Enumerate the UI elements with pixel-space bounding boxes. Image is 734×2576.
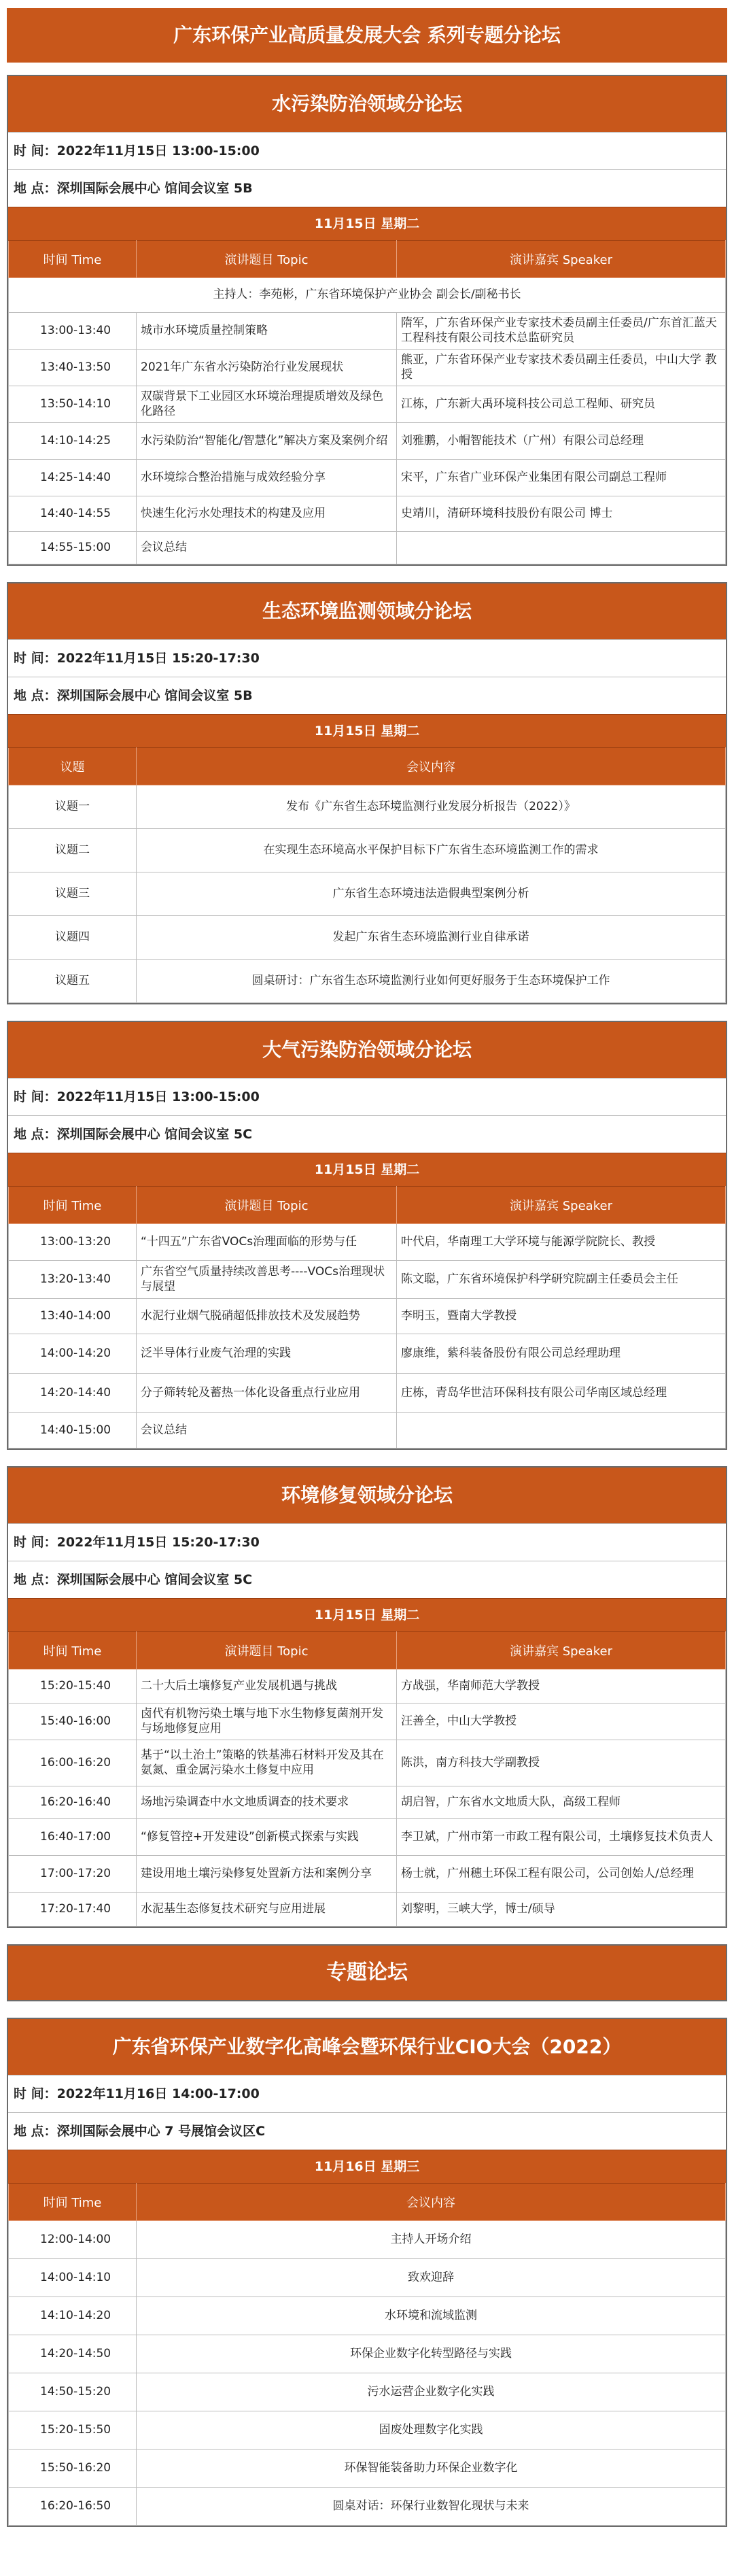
row-time: 13:40-13:50 [9, 350, 137, 386]
row-time: 15:20-15:40 [9, 1670, 137, 1704]
col-header-topic: 演讲题目 Topic [137, 1187, 397, 1224]
col-header-content: 会议内容 [137, 2184, 726, 2221]
water-forum-title: 水污染防治领域分论坛 [8, 76, 726, 132]
row-time: 13:00-13:20 [9, 1224, 137, 1261]
water-schedule-table [8, 240, 726, 564]
row-time: 14:40-15:00 [9, 1413, 137, 1448]
col-header-time: 时间 Time [9, 1187, 137, 1224]
row-speaker: 陈洪，南方科技大学副教授 [397, 1740, 726, 1786]
cio-forum-date: 11月16日 星期三 [8, 2150, 726, 2183]
restore-schedule-table [8, 1631, 726, 1927]
cio-forum-place: 地 点：深圳国际会展中心 7 号展馆会议区C [8, 2112, 726, 2150]
water-forum-section [7, 75, 727, 566]
air-forum-place: 地 点：深圳国际会展中心 馆间会议室 5C [8, 1115, 726, 1153]
row-time: 14:10-14:20 [9, 2297, 137, 2335]
row-topic: “十四五”广东省VOCs治理面临的形势与任 [137, 1224, 397, 1261]
row-speaker: 庄栋，青岛华世洁环保科技有限公司华南区域总经理 [397, 1374, 726, 1413]
page-title: 广东环保产业高质量发展大会 系列专题分论坛 [7, 8, 727, 63]
col-header-topic: 演讲题目 Topic [137, 241, 397, 278]
row-topic: 水污染防治“智能化/智慧化”解决方案及案例介绍 [137, 423, 397, 460]
row-topic: 场地污染调查中水文地质调查的技术要求 [137, 1786, 397, 1819]
row-time: 13:00-13:40 [9, 313, 137, 350]
air-schedule-table [8, 1186, 726, 1448]
col-header-topic: 演讲题目 Topic [137, 1632, 397, 1670]
row-speaker: 杨士就，广州穗土环保工程有限公司，公司创始人/总经理 [397, 1856, 726, 1893]
row-time: 17:00-17:20 [9, 1856, 137, 1893]
air-forum-date: 11月15日 星期二 [8, 1153, 726, 1186]
eco-forum-date: 11月15日 星期二 [8, 714, 726, 747]
row-topic: 基于“以土治土”策略的铁基沸石材料开发及其在氨氮、重金属污染水土修复中应用 [137, 1740, 397, 1786]
row-time: 14:25-14:40 [9, 460, 137, 496]
row-time: 16:20-16:50 [9, 2488, 137, 2526]
agenda-item: 议题二 [9, 829, 137, 872]
row-time: 14:00-14:20 [9, 1334, 137, 1374]
row-topic: 泛半导体行业废气治理的实践 [137, 1334, 397, 1374]
eco-forum-title: 生态环境监测领域分论坛 [8, 583, 726, 639]
row-speaker: 陈文聪，广东省环境保护科学研究院副主任委员会主任 [397, 1261, 726, 1299]
agenda-item: 议题四 [9, 916, 137, 960]
agenda-item: 议题五 [9, 960, 137, 1003]
row-speaker: 廖康维，紫科装备股份有限公司总经理助理 [397, 1334, 726, 1374]
agenda-item: 议题一 [9, 785, 137, 829]
row-content: 水环境和流域监测 [137, 2297, 726, 2335]
col-header-time: 时间 Time [9, 2184, 137, 2221]
col-header-speaker: 演讲嘉宾 Speaker [397, 1187, 726, 1224]
row-topic: 分子筛转轮及蓄热一体化设备重点行业应用 [137, 1374, 397, 1413]
agenda-content: 发起广东省生态环境监测行业自律承诺 [137, 916, 726, 960]
row-speaker: 史靖川，清研环境科技股份有限公司 博士 [397, 496, 726, 532]
eco-forum-time: 时 间：2022年11月15日 15:20-17:30 [8, 639, 726, 677]
row-speaker [397, 532, 726, 564]
row-speaker: 方战强，华南师范大学教授 [397, 1670, 726, 1704]
row-content: 污水运营企业数字化实践 [137, 2373, 726, 2411]
eco-forum-place: 地 点：深圳国际会展中心 馆间会议室 5B [8, 677, 726, 714]
row-time: 13:40-14:00 [9, 1299, 137, 1334]
agenda-item: 议题三 [9, 872, 137, 916]
row-speaker: 汪善全，中山大学教授 [397, 1704, 726, 1740]
air-forum-section [7, 1021, 727, 1450]
row-time: 16:40-17:00 [9, 1819, 137, 1856]
row-speaker: 隋军，广东省环保产业专家技术委员副主任委员/广东首汇蓝天工程科技有限公司技术总监研究员 [397, 313, 726, 350]
row-time: 15:40-16:00 [9, 1704, 137, 1740]
cio-forum-title: 广东省环保产业数字化高峰会暨环保行业CIO大会（2022） [8, 2019, 726, 2075]
row-speaker: 李明玉，暨南大学教授 [397, 1299, 726, 1334]
row-speaker: 叶代启，华南理工大学环境与能源学院院长、教授 [397, 1224, 726, 1261]
row-time: 15:20-15:50 [9, 2411, 137, 2450]
col-header-time: 时间 Time [9, 241, 137, 278]
cio-forum-time: 时 间：2022年11月16日 14:00-17:00 [8, 2075, 726, 2112]
row-speaker: 刘黎明，三峡大学，博士/硕导 [397, 1893, 726, 1927]
row-topic: 2021年广东省水污染防治行业发展现状 [137, 350, 397, 386]
restore-forum-title: 环境修复领域分论坛 [8, 1468, 726, 1523]
row-topic: 广东省空气质量持续改善思考----VOCs治理现状与展望 [137, 1261, 397, 1299]
row-time: 14:20-14:40 [9, 1374, 137, 1413]
row-speaker: 李卫斌，广州市第一市政工程有限公司，土壤修复技术负责人 [397, 1819, 726, 1856]
row-time: 12:00-14:00 [9, 2221, 137, 2259]
row-time: 14:00-14:10 [9, 2259, 137, 2297]
row-topic: “修复管控+开发建设”创新模式探索与实践 [137, 1819, 397, 1856]
col-header-item: 议题 [9, 748, 137, 785]
row-content: 圆桌对话：环保行业数智化现状与未来 [137, 2488, 726, 2526]
air-forum-title: 大气污染防治领域分论坛 [8, 1022, 726, 1078]
row-time: 14:55-15:00 [9, 532, 137, 564]
col-header-content: 会议内容 [137, 748, 726, 785]
row-content: 环保企业数字化转型路径与实践 [137, 2335, 726, 2373]
agenda-content: 在实现生态环境高水平保护目标下广东省生态环境监测工作的需求 [137, 829, 726, 872]
row-time: 14:50-15:20 [9, 2373, 137, 2411]
row-topic: 建设用地土壤污染修复处置新方法和案例分享 [137, 1856, 397, 1893]
agenda-content: 圆桌研讨：广东省生态环境监测行业如何更好服务于生态环境保护工作 [137, 960, 726, 1003]
row-speaker: 刘雅鹏，小帽智能技术（广州）有限公司总经理 [397, 423, 726, 460]
row-time: 16:00-16:20 [9, 1740, 137, 1786]
cio-schedule-table [8, 2183, 726, 2526]
air-forum-time: 时 间：2022年11月15日 13:00-15:00 [8, 1078, 726, 1115]
row-content: 致欢迎辞 [137, 2259, 726, 2297]
row-topic: 水泥基生态修复技术研究与应用进展 [137, 1893, 397, 1927]
row-speaker: 宋平，广东省广业环保产业集团有限公司副总工程师 [397, 460, 726, 496]
row-content: 固废处理数字化实践 [137, 2411, 726, 2450]
agenda-content: 广东省生态环境违法造假典型案例分析 [137, 872, 726, 916]
row-time: 13:20-13:40 [9, 1261, 137, 1299]
col-header-speaker: 演讲嘉宾 Speaker [397, 1632, 726, 1670]
restore-forum-section [7, 1466, 727, 1928]
col-header-speaker: 演讲嘉宾 Speaker [397, 241, 726, 278]
row-time: 15:50-16:20 [9, 2450, 137, 2488]
row-topic: 二十大后土壤修复产业发展机遇与挑战 [137, 1670, 397, 1704]
row-speaker: 胡启智，广东省水文地质大队，高级工程师 [397, 1786, 726, 1819]
water-forum-time: 时 间：2022年11月15日 13:00-15:00 [8, 132, 726, 169]
eco-forum-section [7, 582, 727, 1004]
agenda-content: 发布《广东省生态环境监测行业发展分析报告（2022）》 [137, 785, 726, 829]
col-header-time: 时间 Time [9, 1632, 137, 1670]
row-time: 14:10-14:25 [9, 423, 137, 460]
row-topic: 水环境综合整治措施与成效经验分享 [137, 460, 397, 496]
row-topic: 会议总结 [137, 1413, 397, 1448]
host-line: 主持人：李苑彬，广东省环境保护产业协会 副会长/副秘书长 [9, 278, 726, 313]
restore-forum-place: 地 点：深圳国际会展中心 馆间会议室 5C [8, 1561, 726, 1598]
row-topic: 水泥行业烟气脱硝超低排放技术及发展趋势 [137, 1299, 397, 1334]
row-time: 13:50-14:10 [9, 386, 137, 423]
row-time: 14:20-14:50 [9, 2335, 137, 2373]
row-time: 17:20-17:40 [9, 1893, 137, 1927]
row-time: 14:40-14:55 [9, 496, 137, 532]
restore-forum-time: 时 间：2022年11月15日 15:20-17:30 [8, 1523, 726, 1561]
row-topic: 卤代有机物污染土壤与地下水生物修复菌剂开发与场地修复应用 [137, 1704, 397, 1740]
water-forum-date: 11月15日 星期二 [8, 207, 726, 240]
eco-agenda-table [8, 747, 726, 1003]
row-speaker: 江栋，广东新大禹环境科技公司总工程师、研究员 [397, 386, 726, 423]
cio-forum-section [7, 2018, 727, 2527]
row-content: 环保智能装备助力环保企业数字化 [137, 2450, 726, 2488]
row-speaker: 熊亚，广东省环保产业专家技术委员副主任委员，中山大学 教授 [397, 350, 726, 386]
row-topic: 城市水环境质量控制策略 [137, 313, 397, 350]
special-forum-title: 专题论坛 [7, 1944, 727, 2001]
row-time: 16:20-16:40 [9, 1786, 137, 1819]
row-topic: 双碳背景下工业园区水环境治理提质增效及绿色化路径 [137, 386, 397, 423]
water-forum-place: 地 点：深圳国际会展中心 馆间会议室 5B [8, 169, 726, 207]
row-content: 主持人开场介绍 [137, 2221, 726, 2259]
restore-forum-date: 11月15日 星期二 [8, 1598, 726, 1631]
row-topic: 会议总结 [137, 532, 397, 564]
row-speaker [397, 1413, 726, 1448]
row-topic: 快速生化污水处理技术的构建及应用 [137, 496, 397, 532]
